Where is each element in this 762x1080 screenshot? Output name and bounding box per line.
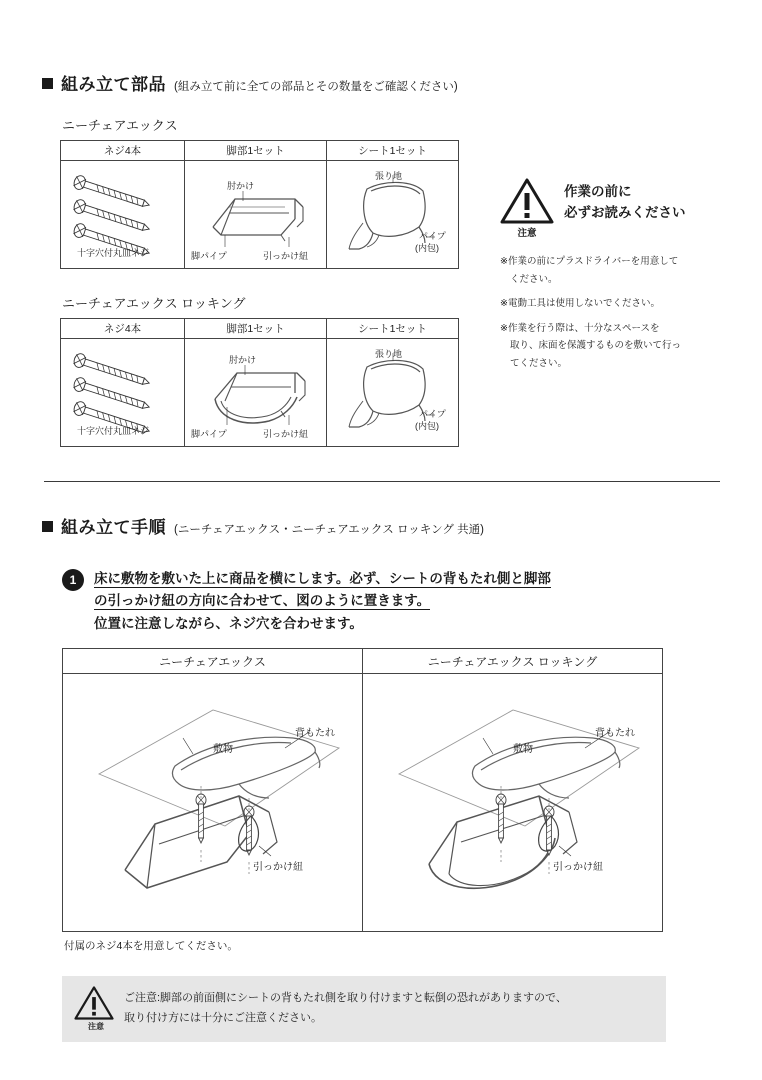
parts-group-2-name: ニーチェアエックス ロッキング <box>62 296 246 311</box>
step-1 <box>62 568 702 635</box>
caption-leg-pipe-2: 脚パイプ <box>191 429 227 439</box>
caution-block <box>500 178 730 379</box>
step-1-below-note: 付属のネジ4本を用意してください。 <box>64 940 238 952</box>
caption-armrest-2: 肘かけ <box>229 355 257 365</box>
caption-pipe-sub: (内包) <box>415 243 439 253</box>
parts-cell-legs-2 <box>185 339 327 447</box>
bottom-warning-icon-group <box>74 986 118 1032</box>
parts-cell-legs-1 <box>185 161 327 269</box>
caption-backrest-left: 背もたれ <box>295 728 335 739</box>
caption-pipe-2: パイプ <box>419 409 446 419</box>
parts-section-subtitle: (組み立て前に全ての部品とその数量をご確認ください) <box>174 81 458 93</box>
caution-note-2 <box>500 295 730 313</box>
parts-cell-screws-1 <box>61 161 185 269</box>
caution-note-1-line1: ※作業の前にプラスドライバーを用意して <box>500 256 679 267</box>
parts-section-title: 組み立て部品 <box>61 75 166 94</box>
bullet-square-icon-2 <box>42 521 53 532</box>
caution-note-3-line3: てください。 <box>510 357 568 369</box>
caption-hook-strap-2: 引っかけ紐 <box>263 429 309 439</box>
parts-group-2 <box>60 293 459 447</box>
caution-title-line1: 作業の前に <box>564 184 632 199</box>
parts-cell-seat-1 <box>327 161 459 269</box>
parts-cell-screws-2 <box>61 339 185 447</box>
warning-triangle-icon-2 <box>74 986 114 1020</box>
figure-cell-rocking <box>363 674 663 932</box>
parts-col-seat: シート1セット <box>327 141 459 161</box>
figure-header-rocking: ニーチェアエックス ロッキング <box>363 649 663 674</box>
caution-note-2-line1: ※電動工具は使用しないでください。 <box>500 298 660 310</box>
step-1-figures <box>62 648 663 953</box>
caption-mat-left: 敷物 <box>213 744 233 755</box>
caption-pipe-sub-2: (内包) <box>415 421 439 431</box>
parts-col-legs-2: 脚部1セット <box>185 319 327 339</box>
caution-note-3-line2: 取り、床面を保護するものを敷いて行っ <box>510 340 682 352</box>
caution-icon-group <box>500 178 554 239</box>
caption-fabric-2: 張り地 <box>375 349 403 359</box>
parts-table-2 <box>60 318 459 447</box>
parts-section-header <box>42 70 458 95</box>
parts-col-screws: ネジ4本 <box>61 141 185 161</box>
caption-leg-pipe: 脚パイプ <box>191 251 227 261</box>
caution-note-1-line2: ください。 <box>510 273 558 285</box>
step-1-line3: 位置に注意しながら、ネジ穴を合わせます。 <box>94 615 363 631</box>
parts-table-1 <box>60 140 459 269</box>
caution-note-3 <box>500 320 730 373</box>
parts-group-1 <box>60 115 459 269</box>
steps-section-title: 組み立て手順 <box>61 518 166 537</box>
steps-section-subtitle: (ニーチェアエックス・ニーチェアエックス ロッキング 共通) <box>174 524 484 536</box>
caption-hook-strap: 引っかけ紐 <box>263 251 309 261</box>
parts-col-seat-2: シート1セット <box>327 319 459 339</box>
caption-hook-strap-right: 引っかけ紐 <box>553 862 603 873</box>
parts-cell-seat-2 <box>327 339 459 447</box>
caution-note-3-line1: ※作業を行う際は、十分なスペースを <box>500 322 660 334</box>
bottom-warning-line1: ご注意:脚部の前面側にシートの背もたれ側を取り付けますと転倒の恐れがありますので、 <box>124 992 567 1005</box>
parts-group-1-name: ニーチェアエックス <box>62 118 178 133</box>
bottom-warning-icon-label: 注意 <box>88 1022 104 1031</box>
caption-hook-strap-left: 引っかけ紐 <box>253 862 303 873</box>
caption-backrest-right: 背もたれ <box>595 728 635 739</box>
parts-col-screws-2: ネジ4本 <box>61 319 185 339</box>
bottom-warning-text <box>124 989 567 1029</box>
bottom-warning <box>62 976 666 1042</box>
assembly-diagram-standard <box>63 674 361 930</box>
caution-note-1 <box>500 253 730 288</box>
caption-mat-right: 敷物 <box>513 744 533 755</box>
caption-screw-type: 十字穴付丸皿ネジ <box>77 248 150 258</box>
step-1-line2: の引っかけ紐の方向に合わせて、図のように置きます。 <box>94 593 431 609</box>
warning-triangle-icon <box>500 178 554 224</box>
bottom-warning-line2: 取り付け方には十分にご注意ください。 <box>124 1012 322 1024</box>
figure-cell-standard <box>63 674 363 932</box>
caution-title-line2: 必ずお読みください <box>564 204 686 220</box>
caution-notes <box>500 253 730 372</box>
caption-armrest: 肘かけ <box>227 181 255 191</box>
bullet-square-icon <box>42 78 53 89</box>
step-1-number: 1 <box>62 569 84 591</box>
figures-table <box>62 648 663 932</box>
caption-fabric: 張り地 <box>375 171 403 181</box>
caption-screw-type-2: 十字穴付丸皿ネジ <box>77 426 150 436</box>
step-1-text <box>94 568 551 635</box>
caption-pipe: パイプ <box>419 231 446 241</box>
steps-section-header <box>42 513 484 538</box>
parts-col-legs: 脚部1セット <box>185 141 327 161</box>
assembly-diagram-rocking <box>363 674 661 930</box>
step-1-line1: 床に敷物を敷いた上に商品を横にします。必ず、シートの背もたれ側と脚部 <box>94 571 551 586</box>
section-divider <box>44 481 720 482</box>
caution-icon-label: 注意 <box>517 228 537 239</box>
figure-header-standard: ニーチェアエックス <box>63 649 363 674</box>
